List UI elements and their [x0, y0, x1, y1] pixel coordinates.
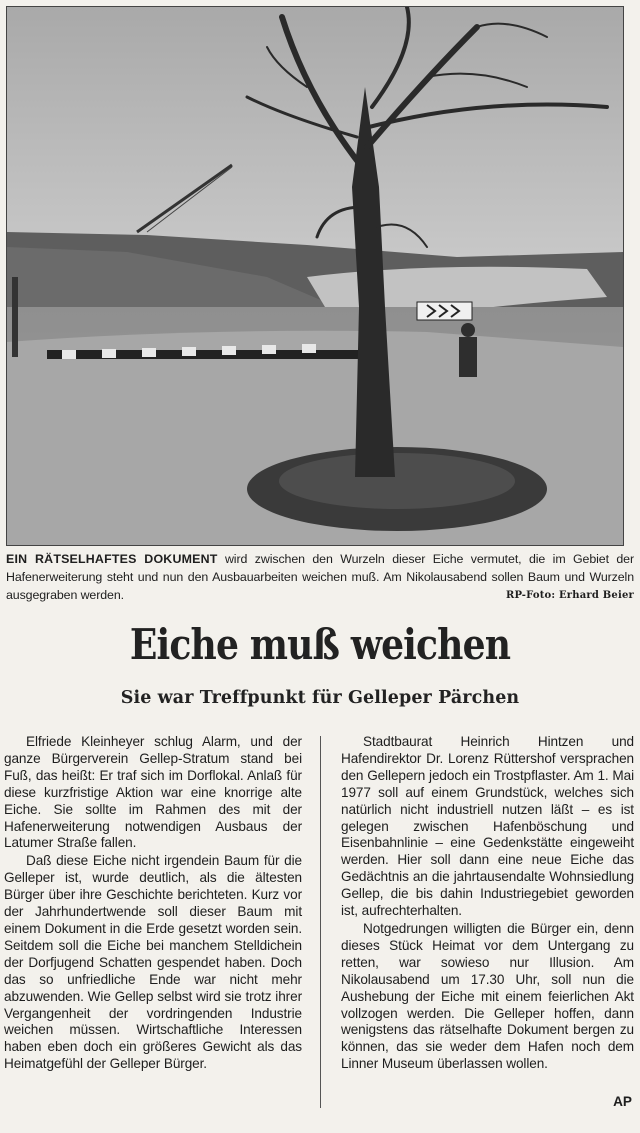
paragraph: Stadtbaurat Heinrich Hintzen und Hafendirektor Dr. Lorenz Rüttershof versprachen den Gellepern jedoch ein Trostpflaster. Am 1. Mai 1977 soll auf einem Grundstück, welches sich natürlich nicht industriell nutzen läßt – es ist gelegen zwischen Hafenböschung und Eisenbahnlinie – eine Gedenkstätte eingeweiht werden. Hier soll dann eine neue Eiche das Gedächtnis an die jahrtausendalte Wohnsiedlung Gellep, die bis dahin Industriegebiet geworden ist, aufrechterhalten.	[341, 734, 634, 919]
tree-photo-icon	[6, 6, 624, 546]
photo-credit: RP-Foto: Erhard Beier	[506, 589, 634, 601]
article-column-left	[4, 734, 302, 1073]
paragraph: Elfriede Kleinheyer schlug Alarm, und der ganze Bürgerverein Gellep-Stratum stand bei Fuß, das heißt: Er traf sich im Dorflokal. Anlaß für diese kurzfristige Aktion war eine knorrige alte Eiche. Sie sollte im Rahmen des mit der Hafenerweiterung notwendigen Ausbaus der Latumer Straße fallen.	[4, 734, 302, 851]
author-signature: AP	[613, 1094, 632, 1109]
caption-text: wird zwischen den Wurzeln dieser Eiche vermutet, die im Gebiet der Hafenerweiterung steht und nun den Ausbauarbeiten weichen muß. Am Nikolausabend sollen Baum und Wurzeln ausgegraben werden.	[6, 552, 634, 602]
column-divider	[320, 736, 321, 1108]
caption-lead: EIN RÄTSELHAFTES DOKUMENT	[6, 552, 218, 566]
photo-caption	[6, 551, 634, 605]
paragraph: Daß diese Eiche nicht irgendein Baum für die Gelleper ist, wurde deutlich, als die ältesten Bürger über ihre Geschichte berichteten. Kurz vor der Jahrhundertwende soll dieser Baum mit einem Dokument in die Erde gesetzt worden sein. Seitdem soll die Eiche bei manchem Stelldichein der Dorfjugend Schatten gespendet haben. Doch das so unfriedliche Ende war nicht mehr abzuwenden. Wie Gellep selbst wird sie trotz ihrer Vergangenheit der vordringenden Industrie weichen müssen. Wirtschaftliche Interessen haben eben doch ein größeres Gewicht als das Heimatgefühl der Gelleper Bürger.	[4, 853, 302, 1072]
headline: Eiche muß weichen	[129, 620, 511, 669]
paragraph: Notgedrungen willigten die Bürger ein, denn dieses Stück Heimat vor dem Untergang zu retten, war sowieso nur Illusion. Am Nikolausabend um 17.30 Uhr, soll nun die Aushebung der Eiche mit einem feierlichen Akt vollzogen werden. Die Gelleper hoffen, dann wenigstens das rätselhafte Dokument bergen zu können, das sie weder dem Hafen noch dem Linner Museum überlassen wollen.	[341, 920, 634, 1072]
article-column-right	[341, 734, 634, 1073]
subheadline: Sie war Treffpunkt für Gelleper Pärchen	[120, 688, 520, 708]
